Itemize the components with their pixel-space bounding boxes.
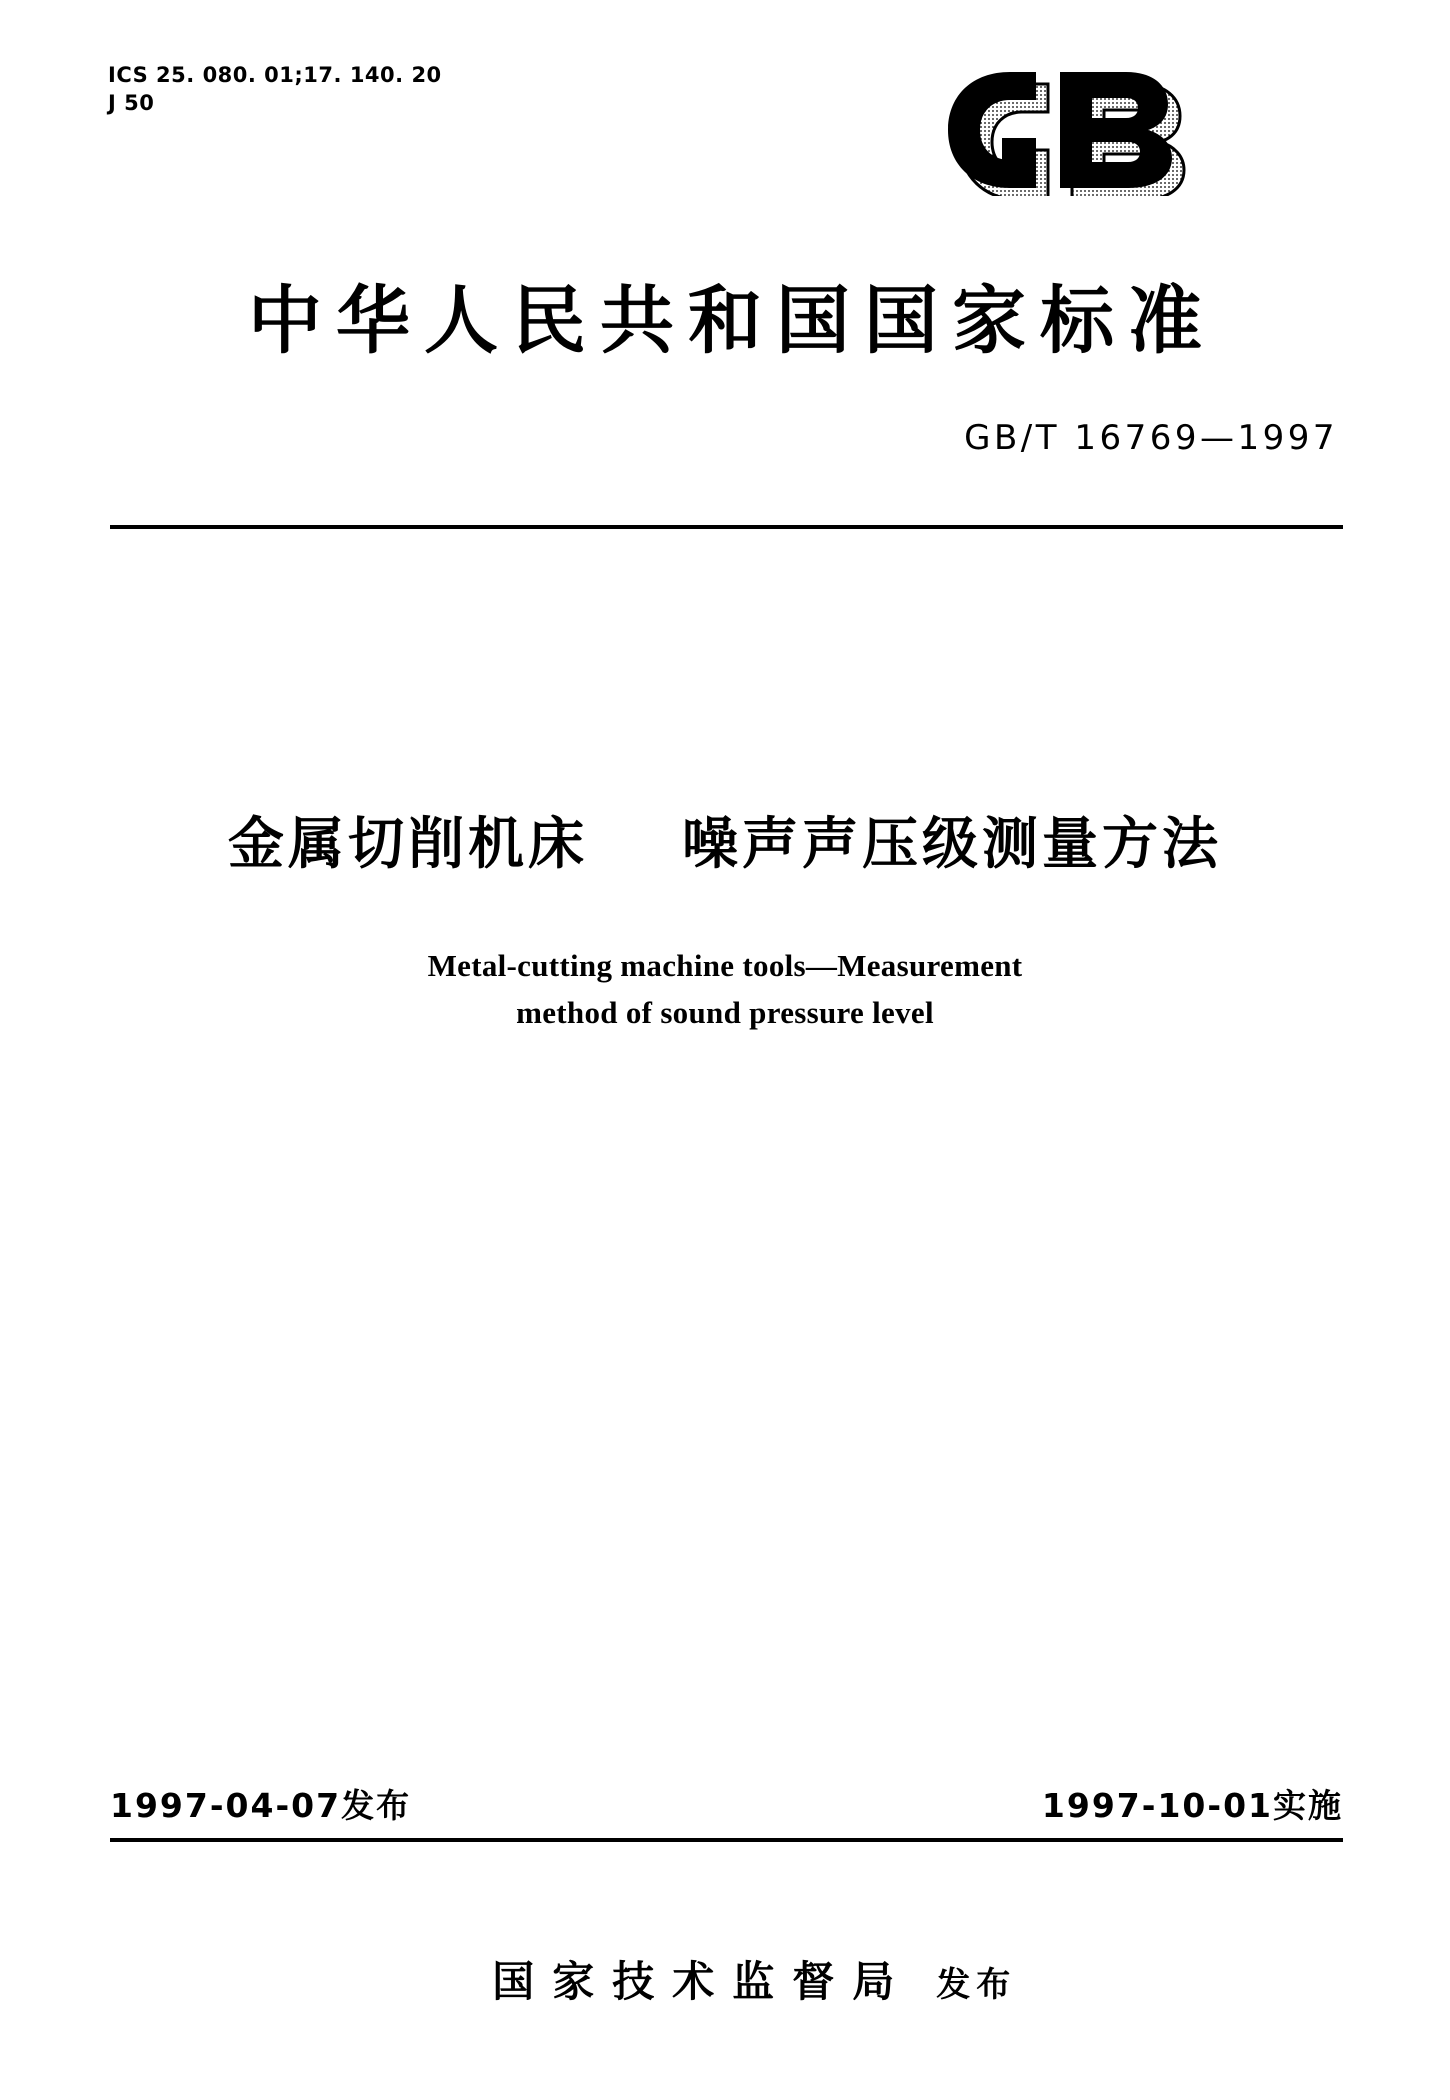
publisher-organization: 国家技术监督局 — [492, 1957, 913, 2006]
date-row — [110, 1780, 1343, 1826]
header-divider — [110, 525, 1343, 529]
document-title-english — [0, 942, 1450, 1036]
publisher-line — [0, 1900, 1450, 2058]
document-title-english-line2: method of sound pressure level — [516, 995, 934, 1031]
document-title-chinese: 金属切削机床 噪声声压级测量方法 — [228, 812, 1222, 877]
ccs-code: J 50 — [108, 90, 155, 115]
publisher-verb: 发布 — [936, 1965, 1017, 2005]
standard-number: GB/T 16769—1997 — [964, 418, 1338, 458]
footer-divider — [110, 1838, 1343, 1842]
ics-code: ICS 25. 080. 01;17. 140. 20 — [108, 63, 442, 87]
effective-date: 1997-10-01实施 — [1041, 1786, 1343, 1825]
national-standard-title: 中华人民共和国国家标准 — [248, 278, 1216, 364]
issue-date: 1997-04-07发布 — [110, 1786, 412, 1825]
ics-classification-block — [108, 62, 442, 117]
gb-logo-icon — [940, 66, 1220, 196]
document-title-english-line1: Metal-cutting machine tools—Measurement — [427, 948, 1023, 983]
